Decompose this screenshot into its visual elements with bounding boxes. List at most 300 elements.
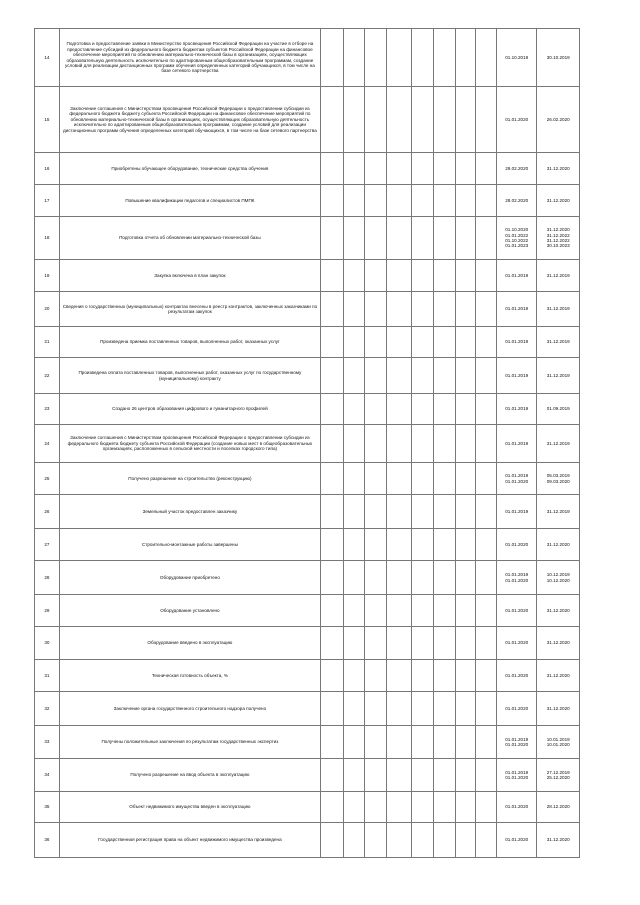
- row-number: 32: [35, 692, 60, 726]
- empty-cell: [365, 87, 387, 153]
- end-date: 31.12.2019: [537, 260, 580, 292]
- row-number: 23: [35, 394, 60, 425]
- empty-cell: [433, 217, 455, 260]
- table-row: [35, 759, 580, 792]
- empty-cell: [433, 358, 455, 394]
- empty-cell: [387, 463, 412, 495]
- empty-cell: [455, 29, 476, 87]
- empty-cell: [455, 495, 476, 529]
- empty-cell: [412, 692, 434, 726]
- empty-cell: [433, 425, 455, 463]
- end-date: 31.12.2019: [537, 292, 580, 327]
- empty-cell: [412, 260, 434, 292]
- start-date: 01.01.2019: [497, 260, 537, 292]
- empty-cell: [343, 394, 365, 425]
- table-row: [35, 529, 580, 561]
- empty-cell: [455, 358, 476, 394]
- empty-cell: [476, 425, 497, 463]
- start-date: 01.01.2019: [497, 495, 537, 529]
- table-row: [35, 792, 580, 823]
- end-date: 27.12.2019 25.12.2020: [537, 759, 580, 792]
- empty-cell: [320, 292, 343, 327]
- empty-cell: [412, 217, 434, 260]
- empty-cell: [320, 495, 343, 529]
- empty-cell: [412, 792, 434, 823]
- empty-cell: [433, 529, 455, 561]
- empty-cell: [476, 394, 497, 425]
- row-number: 15: [35, 87, 60, 153]
- empty-cell: [343, 87, 365, 153]
- empty-cell: [365, 327, 387, 358]
- empty-cell: [387, 185, 412, 217]
- end-date: 31.12.2020: [537, 185, 580, 217]
- empty-cell: [387, 217, 412, 260]
- row-number: 29: [35, 595, 60, 627]
- start-date: 01.01.2020: [497, 823, 537, 858]
- empty-cell: [455, 463, 476, 495]
- empty-cell: [365, 260, 387, 292]
- milestone-description: Оборудование установлено: [59, 595, 320, 627]
- table-row: [35, 595, 580, 627]
- empty-cell: [476, 792, 497, 823]
- row-number: 19: [35, 260, 60, 292]
- start-date: 01.01.2019: [497, 327, 537, 358]
- table-row: [35, 217, 580, 260]
- row-number: 26: [35, 495, 60, 529]
- start-date: 01.01.2020: [497, 595, 537, 627]
- table-row: [35, 463, 580, 495]
- row-number: 24: [35, 425, 60, 463]
- empty-cell: [343, 327, 365, 358]
- empty-cell: [365, 292, 387, 327]
- empty-cell: [387, 692, 412, 726]
- row-number: 16: [35, 153, 60, 185]
- empty-cell: [455, 726, 476, 759]
- empty-cell: [433, 759, 455, 792]
- empty-cell: [476, 529, 497, 561]
- empty-cell: [476, 495, 497, 529]
- table-row: [35, 495, 580, 529]
- end-date: 31.12.2020: [537, 692, 580, 726]
- empty-cell: [365, 792, 387, 823]
- empty-cell: [387, 260, 412, 292]
- end-date: 31.12.2020: [537, 153, 580, 185]
- table-row: [35, 627, 580, 660]
- end-date: 31.12.2020: [537, 595, 580, 627]
- row-number: 35: [35, 792, 60, 823]
- empty-cell: [433, 627, 455, 660]
- milestone-description: Произведена приемка поставленных товаров, выполненных работ, оказанных услуг: [59, 327, 320, 358]
- empty-cell: [412, 726, 434, 759]
- empty-cell: [433, 394, 455, 425]
- empty-cell: [455, 529, 476, 561]
- empty-cell: [433, 87, 455, 153]
- empty-cell: [387, 660, 412, 692]
- empty-cell: [412, 495, 434, 529]
- empty-cell: [433, 260, 455, 292]
- end-date: 31.12.2019: [537, 425, 580, 463]
- empty-cell: [387, 327, 412, 358]
- end-date: 10.12.2019 10.12.2020: [537, 561, 580, 595]
- empty-cell: [343, 463, 365, 495]
- empty-cell: [387, 29, 412, 87]
- row-number: 21: [35, 327, 60, 358]
- milestone-description: Получены положительные заключения по результатам государственных экспертиз: [59, 726, 320, 759]
- empty-cell: [343, 692, 365, 726]
- row-number: 14: [35, 29, 60, 87]
- empty-cell: [476, 692, 497, 726]
- end-date: 31.12.2019: [537, 358, 580, 394]
- empty-cell: [343, 217, 365, 260]
- empty-cell: [412, 185, 434, 217]
- empty-cell: [320, 29, 343, 87]
- empty-cell: [320, 153, 343, 185]
- empty-cell: [387, 358, 412, 394]
- empty-cell: [320, 260, 343, 292]
- row-number: 28: [35, 561, 60, 595]
- milestone-description: Оборудование введено в эксплуатацию: [59, 627, 320, 660]
- table-row: [35, 660, 580, 692]
- empty-cell: [412, 394, 434, 425]
- empty-cell: [455, 153, 476, 185]
- empty-cell: [387, 292, 412, 327]
- empty-cell: [387, 561, 412, 595]
- empty-cell: [412, 358, 434, 394]
- empty-cell: [343, 495, 365, 529]
- table-body: [35, 29, 580, 858]
- milestone-description: Приобретены обучающее оборудование, технические средства обучения: [59, 153, 320, 185]
- start-date: 01.01.2019 01.01.2020: [497, 759, 537, 792]
- empty-cell: [343, 529, 365, 561]
- table-row: [35, 185, 580, 217]
- empty-cell: [476, 823, 497, 858]
- empty-cell: [320, 759, 343, 792]
- milestone-description: Получено разрешение на ввод объекта в эксплуатацию: [59, 759, 320, 792]
- empty-cell: [455, 692, 476, 726]
- empty-cell: [476, 87, 497, 153]
- start-date: 01.01.2019: [497, 425, 537, 463]
- empty-cell: [343, 595, 365, 627]
- empty-cell: [387, 595, 412, 627]
- empty-cell: [412, 327, 434, 358]
- row-number: 22: [35, 358, 60, 394]
- empty-cell: [343, 29, 365, 87]
- empty-cell: [320, 358, 343, 394]
- empty-cell: [455, 759, 476, 792]
- empty-cell: [343, 358, 365, 394]
- row-number: 36: [35, 823, 60, 858]
- empty-cell: [365, 217, 387, 260]
- row-number: 34: [35, 759, 60, 792]
- empty-cell: [365, 29, 387, 87]
- end-date: 01.09.2019: [537, 394, 580, 425]
- row-number: 25: [35, 463, 60, 495]
- empty-cell: [433, 726, 455, 759]
- empty-cell: [365, 660, 387, 692]
- milestone-description: Сведения о государственных (муниципальных) контрактах внесены в реестр контрактов, заключенных заказчиками по результатам закупок: [59, 292, 320, 327]
- empty-cell: [455, 87, 476, 153]
- empty-cell: [387, 759, 412, 792]
- start-date: 01.01.2020: [497, 87, 537, 153]
- table-row: [35, 260, 580, 292]
- table-row: [35, 29, 580, 87]
- empty-cell: [455, 260, 476, 292]
- empty-cell: [365, 823, 387, 858]
- empty-cell: [320, 792, 343, 823]
- empty-cell: [476, 595, 497, 627]
- empty-cell: [387, 529, 412, 561]
- empty-cell: [476, 292, 497, 327]
- start-date: 01.01.2020: [497, 692, 537, 726]
- empty-cell: [343, 726, 365, 759]
- empty-cell: [412, 292, 434, 327]
- empty-cell: [365, 759, 387, 792]
- empty-cell: [320, 529, 343, 561]
- row-number: 33: [35, 726, 60, 759]
- empty-cell: [433, 292, 455, 327]
- empty-cell: [320, 627, 343, 660]
- start-date: 28.02.2020: [497, 185, 537, 217]
- end-date: 31.12.2020: [537, 823, 580, 858]
- empty-cell: [365, 595, 387, 627]
- empty-cell: [412, 153, 434, 185]
- empty-cell: [365, 692, 387, 726]
- start-date: 01.01.2020: [497, 792, 537, 823]
- table-row: [35, 726, 580, 759]
- empty-cell: [320, 595, 343, 627]
- start-date: 01.01.2020: [497, 627, 537, 660]
- empty-cell: [365, 495, 387, 529]
- milestone-description: Оборудование приобретено: [59, 561, 320, 595]
- empty-cell: [387, 425, 412, 463]
- empty-cell: [320, 823, 343, 858]
- empty-cell: [365, 529, 387, 561]
- empty-cell: [320, 660, 343, 692]
- milestone-description: Заключение соглашения с Министерством просвещения Российской Федерации о предоставлении субсидии из федерального бюджета бюджету субъекта Российской Федерации (создание новых мест в общеобразовательных организациях, расположенных в сельской местности и поселках городского типа): [59, 425, 320, 463]
- milestone-description: Заключение соглашения с Министерством просвещения Российской Федерации о предоставлении субсидии из федерального бюджета бюджету субъекта Российской Федерации на финансовое обеспечение мероприятий по обновлению материально-технической базы в организациях, осуществляющих образовательную деятельность исключительно по адаптированным общеобразовательным программам, создание условий для реализации дистанционных программ обучения определенных категорий обучающихся, в том числе на базе сетевого партнерства: [59, 87, 320, 153]
- start-date: 29.02.2020: [497, 153, 537, 185]
- empty-cell: [433, 792, 455, 823]
- empty-cell: [476, 660, 497, 692]
- empty-cell: [433, 561, 455, 595]
- empty-cell: [412, 29, 434, 87]
- start-date: 01.01.2019 01.01.2020: [497, 726, 537, 759]
- empty-cell: [387, 153, 412, 185]
- empty-cell: [476, 185, 497, 217]
- empty-cell: [412, 823, 434, 858]
- empty-cell: [320, 185, 343, 217]
- start-date: 01.01.2020: [497, 660, 537, 692]
- empty-cell: [455, 327, 476, 358]
- start-date: 01.01.2019: [497, 394, 537, 425]
- end-date: 31.12.2020 31.12.2022 31.12.2022 30.10.2023: [537, 217, 580, 260]
- milestone-description: Объект недвижимого имущества введен в эксплуатацию: [59, 792, 320, 823]
- empty-cell: [343, 260, 365, 292]
- empty-cell: [320, 87, 343, 153]
- empty-cell: [455, 217, 476, 260]
- empty-cell: [433, 692, 455, 726]
- empty-cell: [433, 823, 455, 858]
- milestone-description: Закупка включена в план закупок: [59, 260, 320, 292]
- empty-cell: [343, 425, 365, 463]
- empty-cell: [455, 394, 476, 425]
- empty-cell: [365, 394, 387, 425]
- empty-cell: [365, 153, 387, 185]
- empty-cell: [387, 87, 412, 153]
- start-date: 01.01.2020: [497, 529, 537, 561]
- end-date: 31.12.2019: [537, 327, 580, 358]
- empty-cell: [455, 660, 476, 692]
- row-number: 18: [35, 217, 60, 260]
- empty-cell: [320, 425, 343, 463]
- empty-cell: [320, 561, 343, 595]
- row-number: 27: [35, 529, 60, 561]
- milestone-description: Подготовка и предоставление заявки в Министерство просвещения Российской Федерации на участие в отборе на предоставление субсидий из федерального бюджета бюджетам субъектов Российской Федерации на финансовое обеспечение мероприятий по обновлению материально-технической базы в организациях, осуществляющих образовательную деятельность исключительно по адаптированным общеобразовательным программам, создание условий для реализации дистанционных программ обучения определенных категорий обучающихся, в том числе на базе сетевого партнерства: [59, 29, 320, 87]
- empty-cell: [343, 292, 365, 327]
- empty-cell: [433, 29, 455, 87]
- empty-cell: [476, 726, 497, 759]
- end-date: 30.10.2019: [537, 29, 580, 87]
- empty-cell: [343, 823, 365, 858]
- table-row: [35, 153, 580, 185]
- table-row: [35, 87, 580, 153]
- milestone-description: Получено разрешение на строительство (реконструкцию): [59, 463, 320, 495]
- empty-cell: [476, 358, 497, 394]
- empty-cell: [343, 561, 365, 595]
- empty-cell: [320, 217, 343, 260]
- empty-cell: [412, 87, 434, 153]
- end-date: 05.03.2019 09.03.2020: [537, 463, 580, 495]
- empty-cell: [365, 425, 387, 463]
- empty-cell: [343, 660, 365, 692]
- empty-cell: [433, 153, 455, 185]
- empty-cell: [455, 627, 476, 660]
- end-date: 10.01.2019 10.01.2020: [537, 726, 580, 759]
- empty-cell: [387, 726, 412, 759]
- empty-cell: [433, 327, 455, 358]
- empty-cell: [412, 595, 434, 627]
- empty-cell: [343, 185, 365, 217]
- empty-cell: [412, 561, 434, 595]
- milestone-description: Земельный участок предоставлен заказчику: [59, 495, 320, 529]
- milestone-description: Подготовка отчета об обновлении материально-технической базы: [59, 217, 320, 260]
- start-date: 01.10.2020 01.01.2022 01.10.2022 01.01.2023: [497, 217, 537, 260]
- empty-cell: [476, 217, 497, 260]
- row-number: 17: [35, 185, 60, 217]
- empty-cell: [412, 759, 434, 792]
- empty-cell: [476, 627, 497, 660]
- empty-cell: [455, 595, 476, 627]
- empty-cell: [365, 726, 387, 759]
- empty-cell: [343, 627, 365, 660]
- empty-cell: [365, 627, 387, 660]
- empty-cell: [387, 627, 412, 660]
- empty-cell: [320, 692, 343, 726]
- empty-cell: [455, 823, 476, 858]
- row-number: 20: [35, 292, 60, 327]
- row-number: 31: [35, 660, 60, 692]
- empty-cell: [433, 660, 455, 692]
- empty-cell: [365, 561, 387, 595]
- milestone-description: Строительно-монтажные работы завершены: [59, 529, 320, 561]
- end-date: 31.12.2020: [537, 529, 580, 561]
- empty-cell: [387, 394, 412, 425]
- empty-cell: [476, 260, 497, 292]
- empty-cell: [412, 425, 434, 463]
- start-date: 01.10.2019: [497, 29, 537, 87]
- milestone-description: Создано 26 центров образования цифрового и гуманитарного профилей: [59, 394, 320, 425]
- row-number: 30: [35, 627, 60, 660]
- end-date: 31.12.2019: [537, 495, 580, 529]
- empty-cell: [343, 792, 365, 823]
- milestone-description: Заключение органа государственного строительного надзора получено: [59, 692, 320, 726]
- end-date: 31.12.2020: [537, 627, 580, 660]
- milestone-description: Государственная регистрация права на объект недвижимого имущества произведена: [59, 823, 320, 858]
- end-date: 31.12.2020: [537, 660, 580, 692]
- table-row: [35, 425, 580, 463]
- empty-cell: [412, 627, 434, 660]
- empty-cell: [412, 463, 434, 495]
- empty-cell: [320, 726, 343, 759]
- milestone-description: Повышение квалификации педагогов и специалистов ПМПК: [59, 185, 320, 217]
- empty-cell: [433, 185, 455, 217]
- empty-cell: [343, 153, 365, 185]
- empty-cell: [476, 153, 497, 185]
- start-date: 01.01.2019 01.01.2020: [497, 463, 537, 495]
- empty-cell: [387, 495, 412, 529]
- milestone-description: Произведена оплата поставленных товаров, выполненных работ, оказанных услуг по государственному (муниципальному) контракту: [59, 358, 320, 394]
- empty-cell: [320, 327, 343, 358]
- table-row: [35, 823, 580, 858]
- empty-cell: [455, 292, 476, 327]
- empty-cell: [412, 529, 434, 561]
- empty-cell: [412, 660, 434, 692]
- schedule-table: [34, 28, 580, 858]
- empty-cell: [433, 595, 455, 627]
- empty-cell: [476, 29, 497, 87]
- empty-cell: [476, 759, 497, 792]
- empty-cell: [455, 561, 476, 595]
- empty-cell: [365, 185, 387, 217]
- end-date: 26.02.2020: [537, 87, 580, 153]
- table-row: [35, 358, 580, 394]
- empty-cell: [476, 327, 497, 358]
- start-date: 01.01.2019: [497, 358, 537, 394]
- empty-cell: [343, 759, 365, 792]
- empty-cell: [455, 792, 476, 823]
- table-row: [35, 692, 580, 726]
- end-date: 28.12.2020: [537, 792, 580, 823]
- empty-cell: [433, 495, 455, 529]
- empty-cell: [455, 185, 476, 217]
- empty-cell: [320, 394, 343, 425]
- milestone-description: Техническая готовность объекта, %: [59, 660, 320, 692]
- empty-cell: [433, 463, 455, 495]
- table-row: [35, 394, 580, 425]
- empty-cell: [476, 463, 497, 495]
- empty-cell: [455, 425, 476, 463]
- empty-cell: [365, 463, 387, 495]
- empty-cell: [387, 823, 412, 858]
- empty-cell: [320, 463, 343, 495]
- table-row: [35, 292, 580, 327]
- empty-cell: [387, 792, 412, 823]
- start-date: 01.01.2019 01.01.2020: [497, 561, 537, 595]
- start-date: 01.01.2019: [497, 292, 537, 327]
- table-row: [35, 327, 580, 358]
- empty-cell: [476, 561, 497, 595]
- table-row: [35, 561, 580, 595]
